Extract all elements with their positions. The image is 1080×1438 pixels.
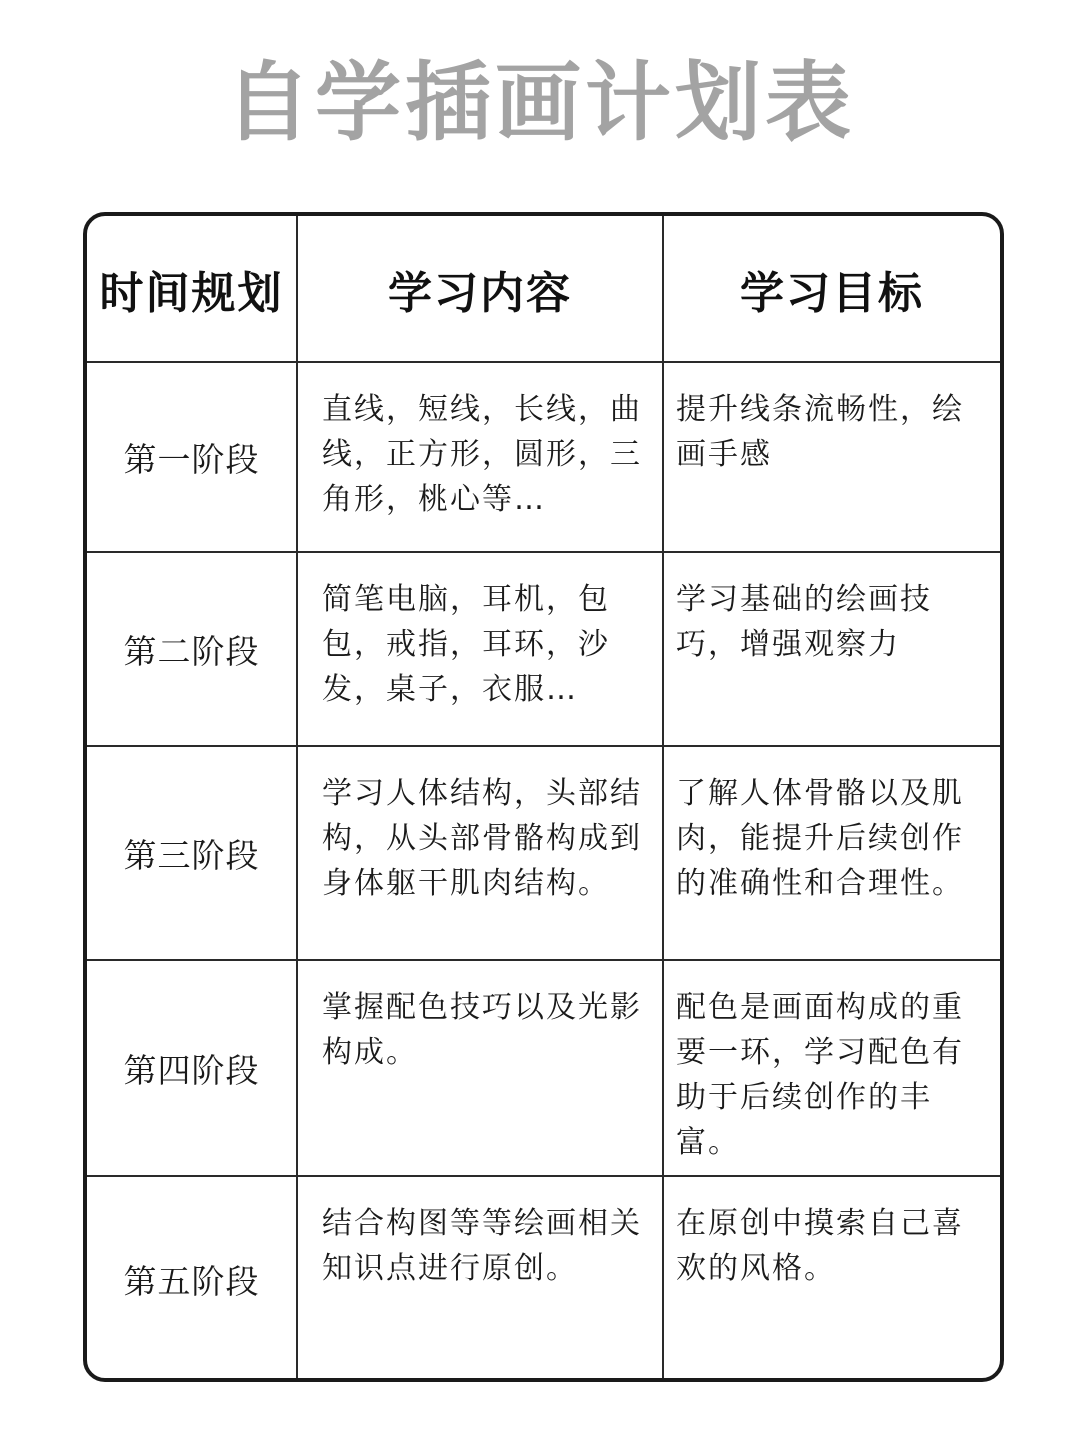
table-header-row (87, 216, 1000, 362)
content-cell: 学习人体结构，头部结构，从头部骨骼构成到身体躯干肌肉结构。 (297, 746, 663, 960)
table-row (87, 552, 1000, 746)
table-row (87, 746, 1000, 960)
goal-cell: 提升线条流畅性，绘画手感 (663, 362, 1000, 552)
content-cell: 掌握配色技巧以及光影构成。 (297, 960, 663, 1176)
goal-cell: 学习基础的绘画技巧，增强观察力 (663, 552, 1000, 746)
stage-cell: 第四阶段 (87, 960, 297, 1176)
stage-cell: 第二阶段 (87, 552, 297, 746)
content-cell: 简笔电脑，耳机，包包，戒指，耳环，沙发，桌子，衣服… (297, 552, 663, 746)
plan-table (83, 212, 1004, 1382)
goal-cell: 了解人体骨骼以及肌肉，能提升后续创作的准确性和合理性。 (663, 746, 1000, 960)
table-row (87, 1176, 1000, 1382)
content-cell: 直线，短线，长线，曲线，正方形，圆形，三角形，桃心等… (297, 362, 663, 552)
stage-cell: 第三阶段 (87, 746, 297, 960)
stage-cell: 第一阶段 (87, 362, 297, 552)
header-goal: 学习目标 (663, 216, 1000, 362)
header-time-plan: 时间规划 (87, 216, 297, 362)
page-title: 自学插画计划表 (225, 53, 855, 153)
header-content: 学习内容 (297, 216, 663, 362)
goal-cell: 配色是画面构成的重要一环，学习配色有助于后续创作的丰富。 (663, 960, 1000, 1176)
plan-table-grid (87, 216, 1000, 1382)
content-cell: 结合构图等等绘画相关知识点进行原创。 (297, 1176, 663, 1382)
stage-cell: 第五阶段 (87, 1176, 297, 1382)
table-row (87, 960, 1000, 1176)
table-row (87, 362, 1000, 552)
goal-cell: 在原创中摸索自己喜欢的风格。 (663, 1176, 1000, 1382)
